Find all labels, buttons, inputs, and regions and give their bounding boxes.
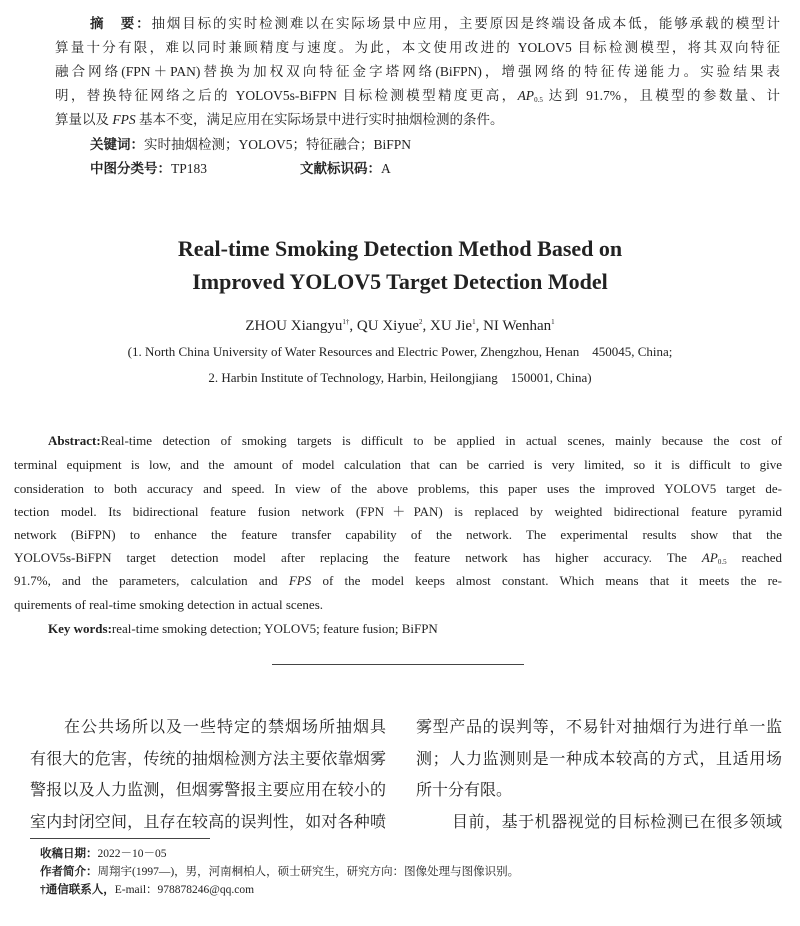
affiliation-2: 2. Harbin Institute of Technology, Harbin, Heilongjiang 150001, China): [208, 370, 592, 385]
cn-abstract-text: 抽烟目标的实时检测难以在实际场景中应用，主要原因是终端设备成本低，能够承载的模型计: [151, 16, 780, 31]
contact-email: E-mail：978878246@qq.com: [114, 884, 255, 896]
cn-abstract-line: [90, 14, 780, 34]
ap-metric: AP: [701, 550, 718, 565]
en-abstract-line: quirements of real-time smoking detection in actual scenes.: [14, 597, 324, 612]
body-right-line: 目前，基于机器视觉的目标检测已在很多领域: [452, 814, 782, 831]
body-left-line: 室内封闭空间，且存在较高的误判性，如对各种喷: [30, 814, 386, 831]
author: XU Jie$^1$: [429, 318, 476, 334]
en-abstract-line: [48, 431, 782, 451]
text: 达到 91.7%，且模型的参数量、计: [548, 88, 780, 103]
author-list: ZHOU Xiangyu$^{1\dagger}$, QU Xiyue$^2$, XU Jie$^1$, NI Wenhan$^1$: [245, 318, 555, 334]
body-left-line: 有很大的危害，传统的抽烟检测方法主要依靠烟雾: [30, 751, 386, 768]
section-divider: [272, 664, 524, 665]
text: 基本不变，满足应用在实际场景中进行实时抽烟检测的条件。: [135, 112, 504, 127]
ap-metric: AP: [517, 88, 535, 103]
class-value: TP183: [171, 161, 208, 176]
ap-subscript: 0.5: [534, 96, 543, 104]
paper-title-line1: Real-time Smoking Detection Method Based on: [177, 236, 623, 261]
en-abstract-line: 91.7%, and the parameters, calculation and FPS of the model keeps almost constant. Which means that it meets the re-: [14, 573, 782, 588]
class-label: 中图分类号：: [90, 161, 171, 176]
footnote-received: 收稿日期：2022－10－05: [40, 848, 167, 860]
doc-value: A: [381, 161, 391, 176]
en-abstract-line: consideration to both accuracy and speed. In view of the above problems, this paper uses the improved YOLOV5 target de-: [14, 481, 782, 496]
cn-abstract-line: [55, 86, 780, 106]
en-abstract-line: terminal equipment is low, and the amount of model calculation that can be carried is very limited, so it is difficult to give: [14, 457, 782, 472]
author: NI Wenhan$^1$: [483, 318, 555, 334]
cn-keywords: [90, 135, 411, 155]
cn-abstract-label: 摘 要：: [90, 16, 152, 31]
abstract-label: Abstract:: [48, 433, 101, 448]
paper-title-line2: Improved YOLOV5 Target Detection Model: [192, 269, 608, 294]
body-left-line: 警报以及人力监测，但烟雾警报主要应用在较小的: [30, 782, 386, 799]
footnote-contact: †通信联系人，E-mail：978878246@qq.com: [40, 884, 255, 896]
document-code: [300, 159, 391, 179]
en-abstract-line: tection model. Its bidirectional feature fusion network (FPN＋PAN) is replaced by weighted bidirectional feature pyramid: [14, 504, 782, 519]
classification-number: [90, 159, 207, 179]
text: 明，替换特征网络之后的 YOLOV5s-BiFPN 目标检测模型精度更高，: [55, 88, 518, 103]
body-right-line: 雾型产品的误判等，不易针对抽烟行为进行单一监: [416, 719, 782, 736]
cn-abstract-line: 算量十分有限，难以同时兼顾精度与速度。为此，本文使用改进的 YOLOV5 目标检测模型，将其双向特征: [55, 40, 780, 55]
footnote-divider: [30, 838, 210, 839]
text: Real-time detection of smoking targets is difficult to be applied in actual scenes, mainly because the cost of: [100, 433, 782, 448]
body-left-line: 在公共场所以及一些特定的禁烟场所抽烟具: [64, 719, 386, 736]
body-right-line: 测；人力监测则是一种成本较高的方式，且适用场: [416, 751, 782, 768]
author: QU Xiyue$^2$: [356, 318, 423, 334]
keywords-label: Key words:: [48, 621, 112, 636]
fps-metric: FPS: [112, 112, 136, 127]
en-abstract-line: YOLOV5s-BiFPN target detection model after replacing the feature network has higher accuracy. The $AP_{0.5}$ reached: [14, 550, 782, 566]
fps-metric: FPS: [288, 573, 312, 588]
cn-abstract-line: 融合网络(FPN＋PAN)替换为加权双向特征金字塔网络(BiFPN)，增强网络的特征传递能力。实验结果表: [55, 64, 780, 79]
footnote-author: 作者简介：周翔宇(1997—)，男，河南桐柏人，硕士研究生，研究方向：图像处理与图像识别。: [40, 866, 520, 878]
affiliation-1: (1. North China University of Water Resources and Electric Power, Zhengzhou, Henan 450045, China;: [127, 344, 673, 359]
keywords-label: 关键词：: [90, 137, 144, 152]
text: 算量以及: [55, 112, 113, 127]
body-right-line: 所十分有限。: [416, 782, 513, 799]
doc-label: 文献标识码：: [300, 161, 381, 176]
keywords-value: real-time smoking detection; YOLOV5; feature fusion; BiFPN: [111, 621, 438, 636]
en-abstract-line: network (BiFPN) to enhance the feature transfer capability of the network. The experimental results show that the: [14, 527, 782, 542]
keywords-value: 实时抽烟检测；YOLOV5；特征融合；BiFPN: [144, 137, 412, 152]
en-keywords: [48, 619, 438, 639]
author: ZHOU Xiangyu$^{1\dagger}$: [245, 318, 350, 334]
cn-abstract-line: [55, 110, 504, 130]
